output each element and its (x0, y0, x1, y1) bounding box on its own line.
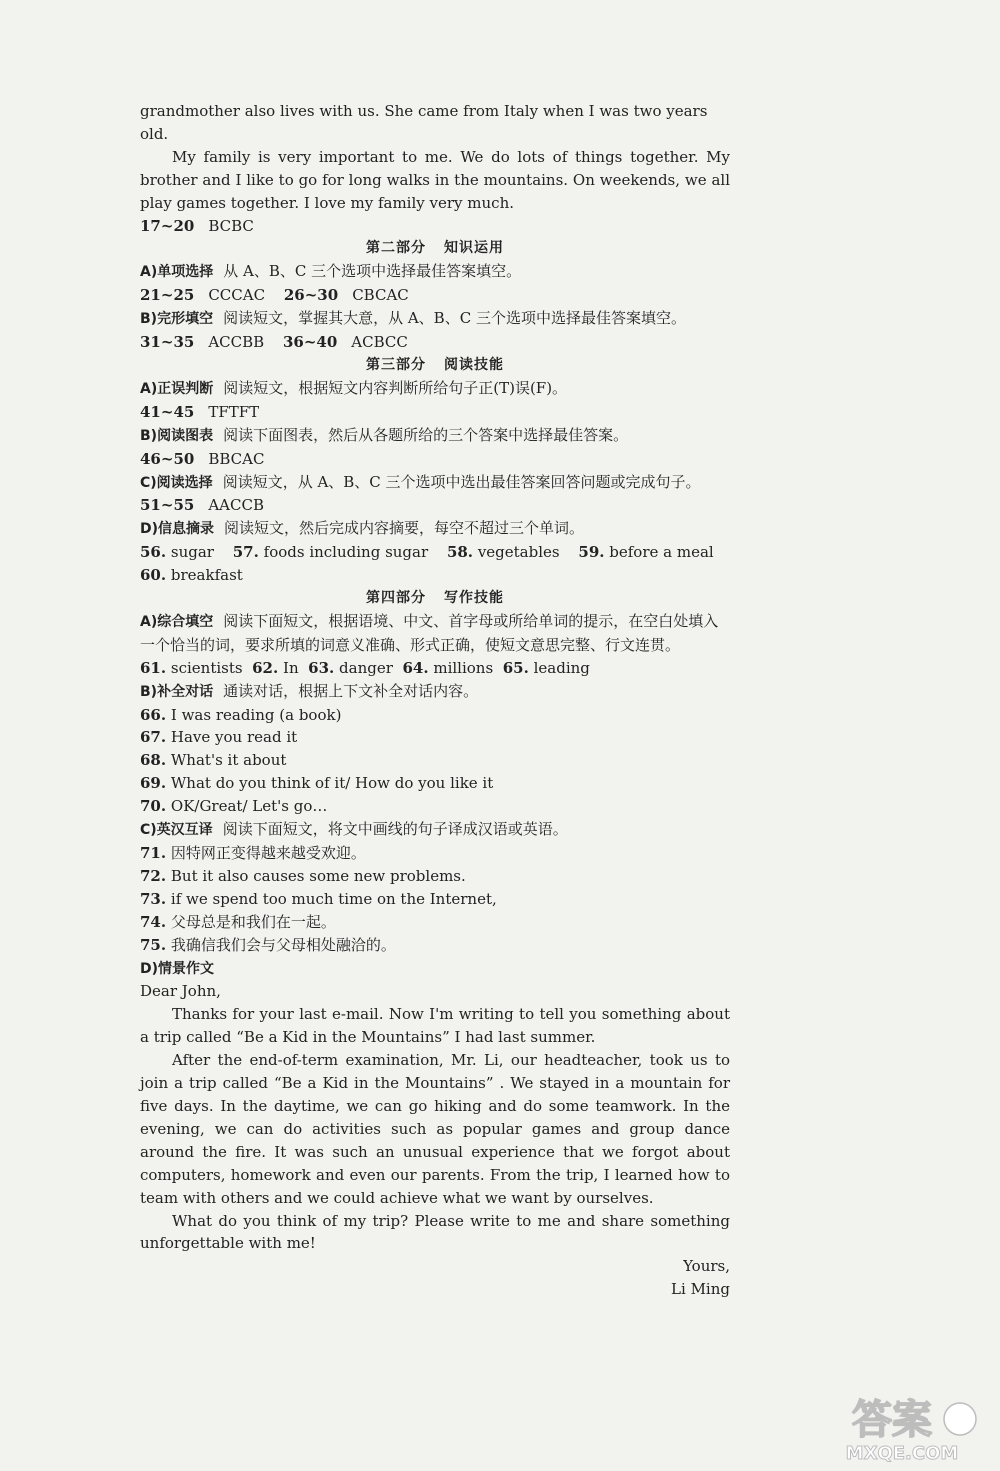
watermark-circle-icon (944, 1403, 976, 1435)
part4-c-instruction: C)英汉互译 阅读下面短文，将文中画线的句子译成汉语或英语。 (140, 820, 568, 839)
letter-signature: Li Ming (671, 1280, 730, 1299)
part4-a-instruction: A)综合填空 阅读下面短文，根据语境、中文、首字母或所给单词的提示，在空白处填入一个恰当的词，要求所填的词意义准确、形式正确，使短文意思完整、行文连贯。 (140, 611, 719, 654)
answer-69: 69. What do you think of it/ How do you like it (140, 774, 494, 793)
part3-c-instruction: C)阅读选择 阅读短文，从 A、B、C 三个选项中选出最佳答案回答问题或完成句子。 (140, 472, 701, 491)
answer-70: 70. OK/Great/ Let's go… (140, 797, 328, 816)
part3-b-answers: 46~50 BBCAC (140, 449, 265, 468)
part3-a-answers: 41~45 TFTFT (140, 402, 260, 421)
part3-d-instruction: D)信息摘录 阅读短文，然后完成内容摘要，每空不超过三个单词。 (140, 519, 585, 538)
part2-a-instruction: A)单项选择 从 A、B、C 三个选项中选择最佳答案填空。 (140, 262, 522, 281)
answer-67: 67. Have you read it (140, 728, 298, 747)
intro-paragraph: My family is very important to me. We do lots of things together. My brother and I like to go for long walks in the mountains. On weekends, we all play games together. I love my family very much. (140, 147, 730, 212)
part3-d-answers: 56. sugar 57. foods including sugar 58. vegetables 59. before a meal (140, 543, 714, 562)
part2-a-answers: 21~25 CCCAC 26~30 CBCAC (140, 286, 409, 305)
letter-greeting: Dear John, (140, 982, 221, 1001)
part4-a-answers: 61. scientists 62. In 63. danger 64. millions 65. leading (140, 658, 590, 677)
letter-closing: Yours, (683, 1257, 730, 1276)
answer-75: 75. 我确信我们会与父母相处融洽的。 (140, 935, 396, 954)
part4-d-heading: D)情景作文 (140, 960, 215, 977)
answer-sheet (140, 100, 730, 1301)
part3-c-answers: 51~55 AACCB (140, 496, 264, 515)
part3-d-answer-60: 60. breakfast (140, 566, 243, 585)
answer-73: 73. if we spend too much time on the Internet, (140, 889, 497, 908)
answer-66: 66. I was reading (a book) (140, 705, 342, 724)
watermark-text-main: 答案 (852, 1397, 932, 1443)
letter-paragraph-1: Thanks for your last e-mail. Now I'm writing to tell you something about a trip called “Be a Kid in the Mountains” I had last summer. (140, 1005, 730, 1047)
letter-paragraph-2: After the end-of-term examination, Mr. Li, our headteacher, took us to join a trip called “Be a Kid in the Mountains” . We stayed in a mountain for five days. In the daytime, we can go hiking and do some teamwork. In the evening, we can do activities such as popular games and group dance around the fire. It was such an unusual experience that we forgot about computers, homework and even our parents. From the trip, I learned how to team with others and we could achieve what we want by ourselves. (140, 1051, 730, 1207)
answer-74: 74. 父母总是和我们在一起。 (140, 912, 336, 931)
answer-72: 72. But it also causes some new problems. (140, 866, 466, 885)
letter-paragraph-3: What do you think of my trip? Please write to me and share something unforgettable with me! (140, 1211, 730, 1253)
part3-heading: 第三部分 阅读技能 (366, 356, 504, 373)
intro-line: grandmother also lives with us. She came from Italy when I was two years old. (140, 102, 708, 143)
watermark-text-url: MXQE.COM (845, 1443, 959, 1464)
part2-heading: 第二部分 知识运用 (366, 240, 504, 257)
answer-71: 71. 因特网正变得越来越受欢迎。 (140, 844, 366, 862)
part2-b-answers: 31~35 ACCBB 36~40 ACBCC (140, 333, 408, 352)
part3-b-instruction: B)阅读图表 阅读下面图表，然后从各题所给的三个答案中选择最佳答案。 (140, 425, 629, 444)
part3-a-instruction: A)正误判断 阅读短文，根据短文内容判断所给句子正(T)误(F)。 (140, 378, 568, 397)
part2-b-instruction: B)完形填空 阅读短文，掌握其大意，从 A、B、C 三个选项中选择最佳答案填空。 (140, 309, 686, 328)
answer-68: 68. What's it about (140, 751, 287, 770)
part4-b-instruction: B)补全对话 通读对话，根据上下文补全对话内容。 (140, 681, 479, 700)
answer-17-20: 17~20 BCBC (140, 216, 254, 235)
watermark-logo (782, 1385, 982, 1465)
part4-heading: 第四部分 写作技能 (366, 590, 504, 607)
